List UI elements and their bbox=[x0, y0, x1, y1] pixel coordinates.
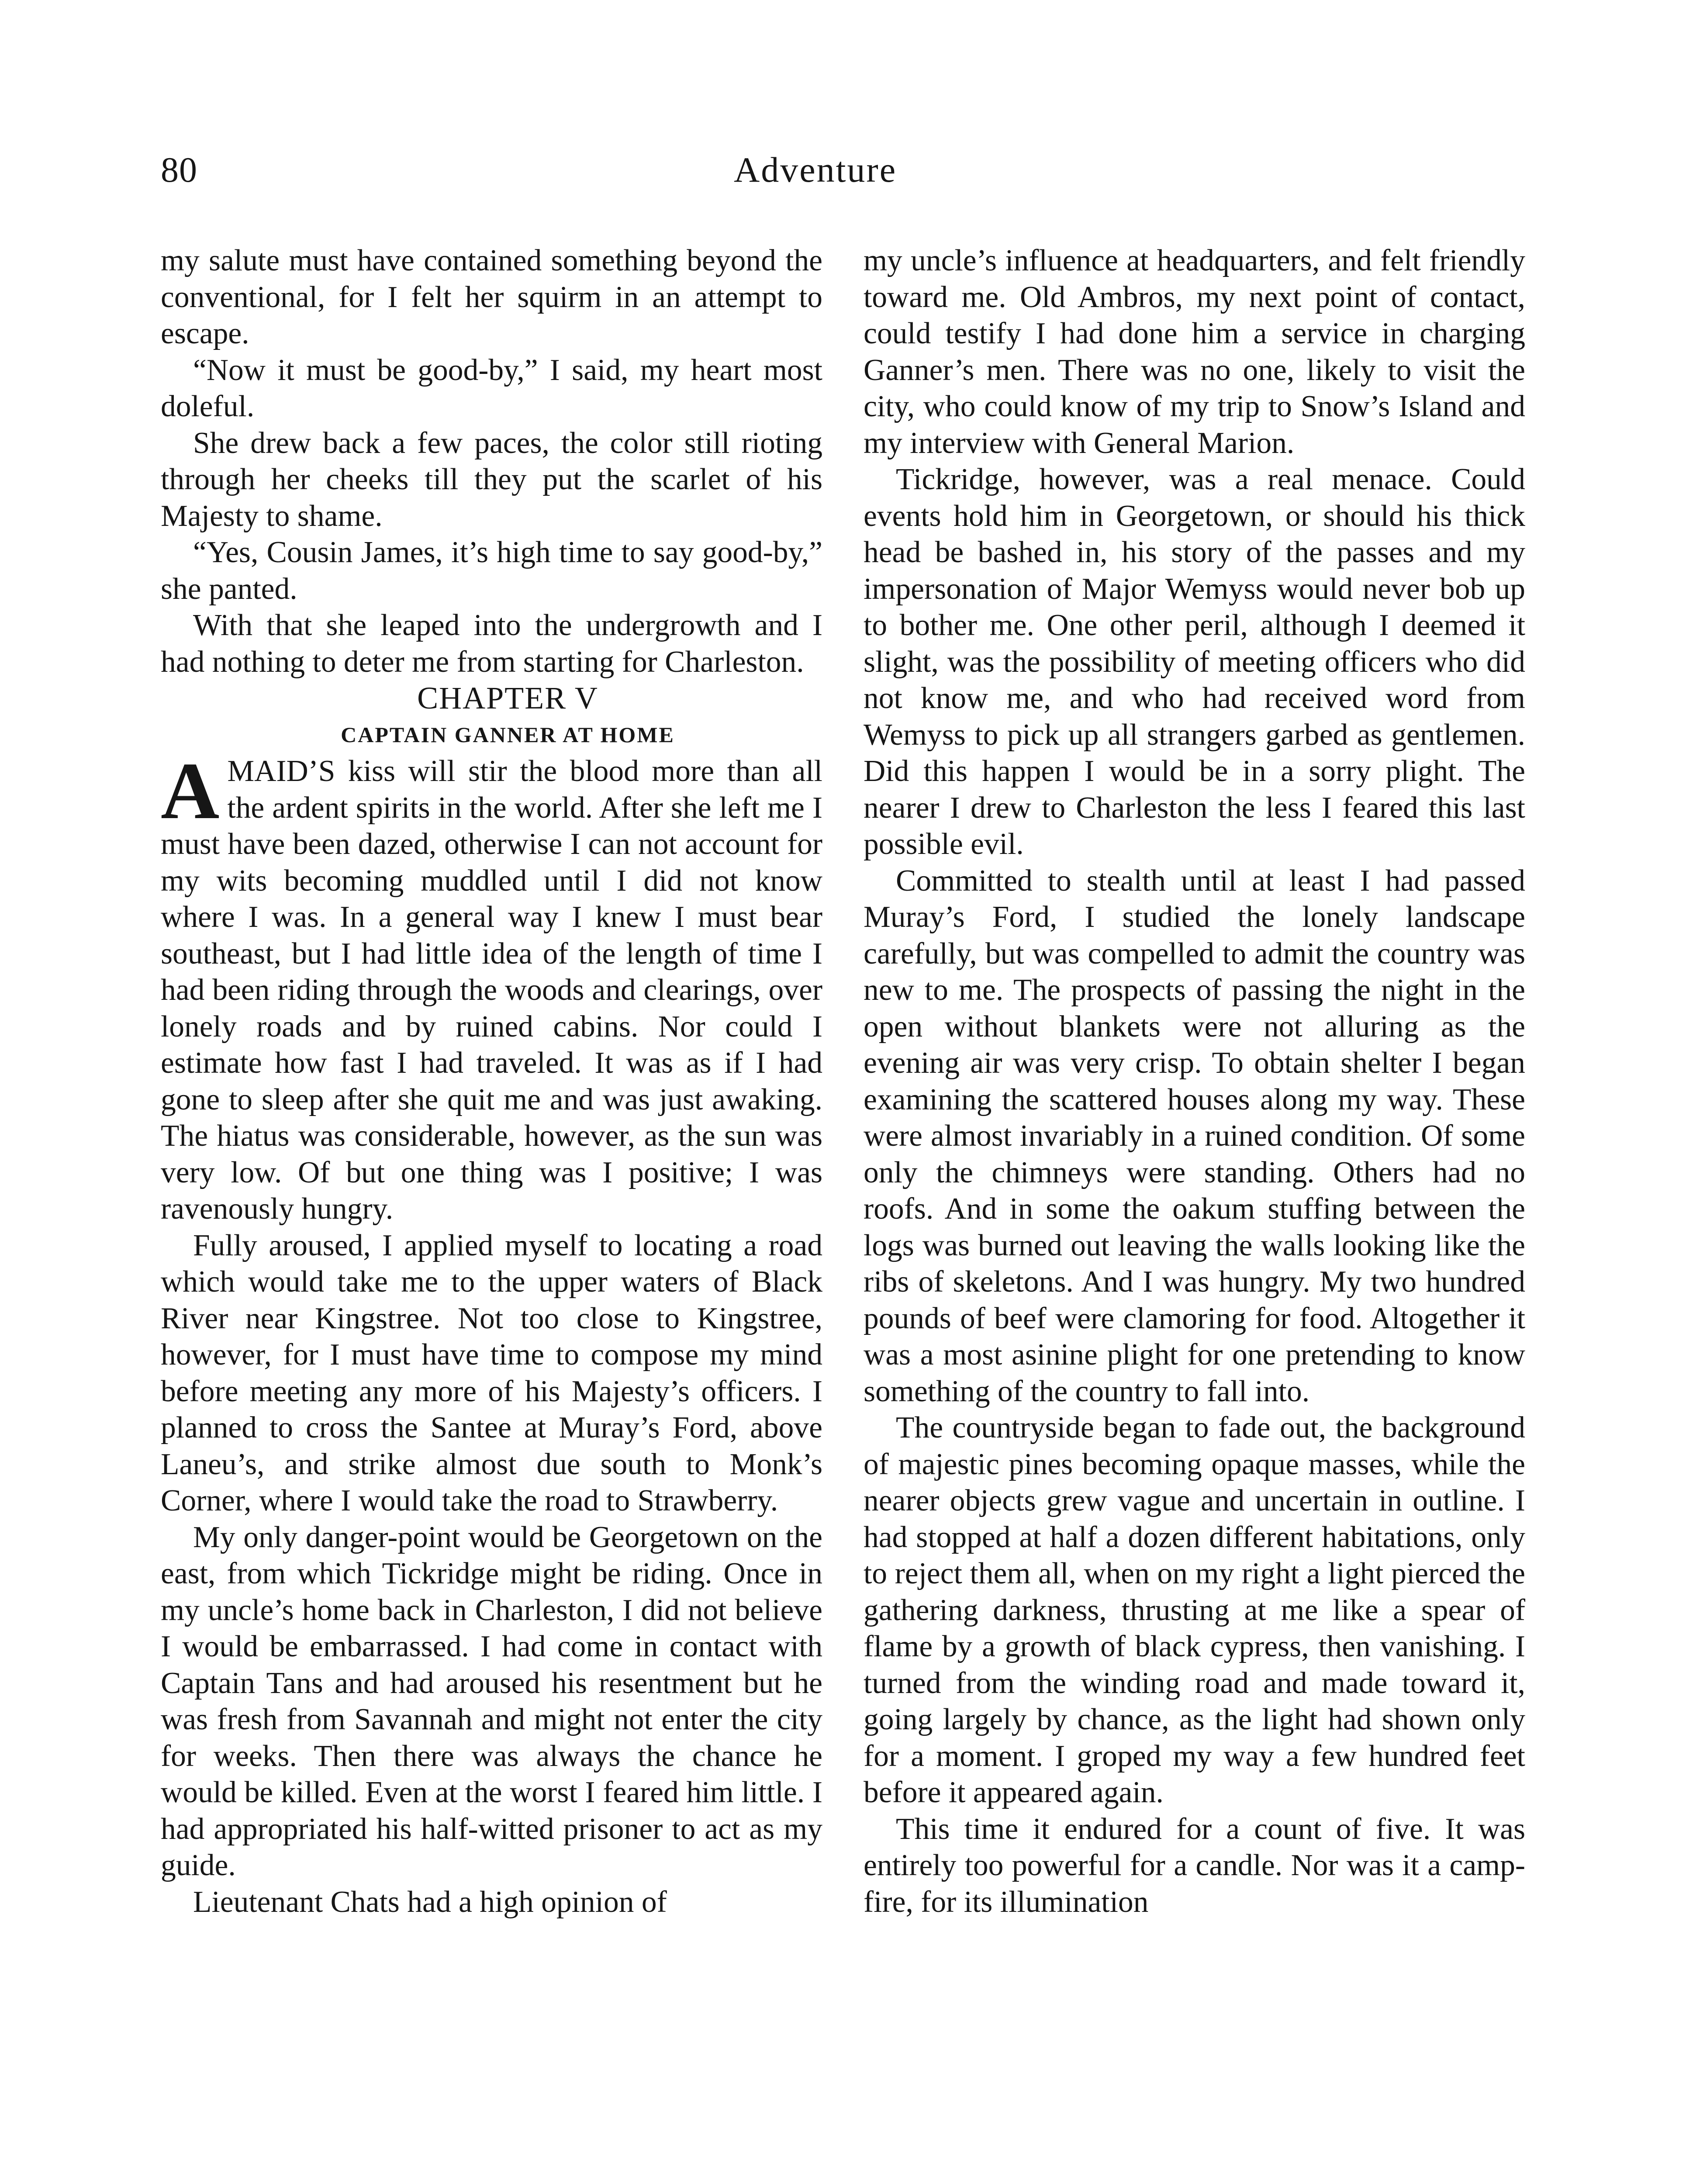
left-column bbox=[161, 242, 822, 1920]
paragraph: She drew back a few paces, the color still rioting through her cheeks till they put the scarlet of his Majesty to shame. bbox=[161, 426, 822, 533]
chapter-title: CHAPTER V bbox=[417, 681, 598, 715]
opening-paragraph-text: MAID’S kiss will stir the blood more than all the ardent spirits in the world. After she left me I must have been dazed, otherwise I can not account for my wits becoming muddled until I did not know where I was. In a general way I knew I must bear southeast, but I had little idea of the length of time I had been riding through the woods and clearings, over lonely roads and by ruined cabins. Nor could I estimate how fast I had traveled. It was as if I had gone to sleep after she quit me and was just awaking. The hiatus was considerable, however, as the sun was very low. Of but one thing was I positive; I was ravenously hungry. bbox=[161, 754, 822, 1226]
paragraph: Lieutenant Chats had a high opinion of bbox=[193, 1885, 667, 1919]
paragraph: my salute must have contained something beyond the conventional, for I felt her squirm in an attempt to escape. bbox=[161, 244, 822, 350]
paragraph: My only danger-point would be Georgetown on the east, from which Tickridge might be riding. Once in my uncle’s home back in Charleston, I did not believe I would be embarrassed. I had come in contact with Captain Tans and had aroused his resentment but he was fresh from Savannah and might not enter the city for weeks. Then there was always the chance he would be killed. Even at the worst I feared him little. I had appropriated his half-witted prisoner to act as my guide. bbox=[161, 1520, 822, 1882]
running-head: Adventure bbox=[734, 150, 897, 190]
drop-cap: A bbox=[161, 746, 220, 836]
opening-paragraph bbox=[161, 746, 822, 1227]
paragraph: Fully aroused, I applied myself to locating a road which would take me to the upper waters of Black River near Kingstree. Not too close to Kingstree, however, for I must have time to compose my mind before meeting any more of his Majesty’s officers. I planned to cross the Santee at Muray’s Ford, above Laneu’s, and strike almost due south to Monk’s Corner, where I would take the road to Strawberry. bbox=[161, 1228, 822, 1517]
paragraph: With that she leaped into the undergrowth and I had nothing to deter me from starting for Charleston. bbox=[161, 608, 822, 679]
page-number: 80 bbox=[161, 150, 197, 190]
paragraph: This time it endured for a count of five. It was entirely too powerful for a candle. Nor was it a camp-fire, for its illumination bbox=[864, 1812, 1525, 1919]
paragraph: my uncle’s influence at headquarters, and felt friendly toward me. Old Ambros, my next point of contact, could testify I had done him a service in charging Ganner’s men. There was no one, likely to visit the city, who could know of my trip to Snow’s Island and my interview with General Marion. bbox=[864, 244, 1525, 460]
paragraph: Committed to stealth until at least I had passed Muray’s Ford, I studied the lonely landscape carefully, but was compelled to admit the country was new to me. The prospects of passing the night in the open without blankets were not alluring as the evening air was very crisp. To obtain shelter I began examining the scattered houses along my way. These were almost invariably in a ruined condition. Of some only the chimneys were standing. Others had no roofs. And in some the oakum stuffing between the logs was burned out leaving the walls looking like the ribs of skeletons. And I was hungry. My two hundred pounds of beef were clamoring for food. Altogether it was a most asinine plight for one pretending to know something of the country to fall into. bbox=[864, 864, 1525, 1408]
chapter-subtitle: CAPTAIN GANNER AT HOME bbox=[341, 722, 675, 747]
paragraph: The countryside began to fade out, the background of majestic pines becoming opaque masses, while the nearer objects grew vague and uncertain in outline. I had stopped at half a dozen different habitations, only to reject them all, when on my right a light pierced the gathering darkness, thrusting at me like a spear of flame by a growth of black cypress, then vanishing. I turned from the winding road and made toward it, going largely by chance, as the light had shown only for a moment. I groped my way a few hundred feet before it appeared again. bbox=[864, 1411, 1525, 1809]
paragraph: “Now it must be good-by,” I said, my heart most doleful. bbox=[161, 353, 822, 423]
paragraph: Tickridge, however, was a real menace. Could events hold him in Georgetown, or should his thick head be bashed in, his story of the passes and my impersonation of Major Wemyss would never bob up to bother me. One other peril, although I deemed it slight, was the possibility of meeting officers who did not know me, and who had received word from Wemyss to pick up all strangers garbed as gentlemen. Did this happen I would be in a sorry plight. The nearer I drew to Charleston the less I feared this last possible evil. bbox=[864, 463, 1525, 861]
paragraph: “Yes, Cousin James, it’s high time to say good-by,” she panted. bbox=[161, 536, 822, 606]
right-column bbox=[864, 242, 1525, 1920]
